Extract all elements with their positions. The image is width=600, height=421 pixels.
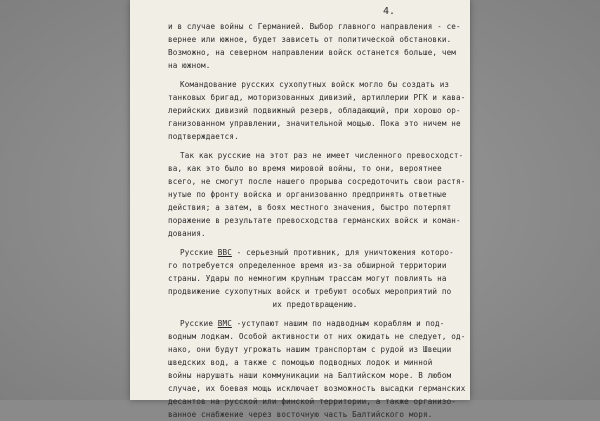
text-line: водным лодкам. Особой активности от них ожидать не следует, од- — [168, 332, 466, 341]
text-segment: -уступают нашим по надводным кораблям и под- — [231, 319, 445, 328]
paragraph-4 — [168, 246, 462, 311]
paragraph-2 — [168, 78, 466, 143]
paragraph-1 — [168, 20, 462, 72]
text-line: ванное снабжение через восточную часть Балтийского моря. — [168, 410, 433, 419]
text-line: ва, как это было во время мировой войны, то они, вероятнее — [168, 164, 442, 173]
document-text — [168, 20, 466, 421]
text-line: их предотвращению. — [272, 300, 358, 309]
text-segment: Русские — [180, 319, 218, 328]
text-line: ганизованном управлении, значительной мощью. Пока это ничем не — [168, 119, 461, 128]
document-page — [130, 0, 470, 419]
paragraph-5 — [168, 317, 466, 421]
text-line: поражение в результате превосходства германских войск и коман- — [168, 216, 461, 225]
text-line: дования. — [168, 229, 206, 238]
text-line: Так как русские на этот раз не имеет численного превосходст- — [180, 151, 464, 160]
text-line: действия; а затем, в боях местного значения, быстро потерпят — [168, 203, 452, 212]
text-line: Командование русских сухопутных войск могло бы создать из — [180, 80, 450, 89]
text-line: танковых бригад, моторизованных дивизий, артиллерии РГК и кава- — [168, 93, 466, 102]
text-line: вернее или южное, будет зависеть от политической обстановки. — [168, 35, 452, 44]
text-segment: Русские — [180, 248, 218, 257]
text-line: лерийских дивизий подвижный резерв, обладающий, при хорошо ор- — [168, 106, 461, 115]
text-line: Возможно, на северном направлении войск останется больше, чем — [168, 48, 457, 57]
text-line: продвижение сухопутных войск и требуют особых мероприятий по — [168, 287, 452, 296]
text-line: нутые по фронту войска и организованно предпринять ответные — [168, 190, 447, 199]
text-line: десантов на русской или финской территории, а также организо- — [168, 397, 457, 406]
text-line: войны нарушать наши коммуникации на Балтийском море. В любом — [168, 371, 452, 380]
text-line: подтверждается. — [168, 132, 239, 141]
text-line: страны. Удары по немногим крупным трассам могут повлиять на — [168, 274, 447, 283]
text-line: на южном. — [168, 61, 211, 70]
page-number: 4. — [383, 6, 396, 17]
text-line — [168, 246, 462, 259]
abbreviation-vms: ВМС — [217, 319, 232, 328]
paragraph-3 — [168, 149, 466, 240]
text-segment: - серьезный противник, для уничтожения которо- — [231, 248, 454, 257]
text-line: всего, не смогут после нашего прорыва сосредоточить свои растя- — [168, 177, 466, 186]
abbreviation-vvs: ВВС — [217, 248, 232, 257]
text-line: и в случае войны с Германией. Выбор главного направления - се- — [168, 22, 461, 31]
text-line: го потребуется определенное время из-за обширной территории — [168, 261, 447, 270]
text-line: случае, их боевая мощь исключает возможность высадки германских — [168, 384, 466, 393]
text-line — [168, 317, 462, 330]
text-line: нако, они будут угрожать нашим транспортам с рудой из Швеции — [168, 345, 452, 354]
text-line: шведских вод, а также с помощью подводных лодок и минной — [168, 358, 433, 367]
